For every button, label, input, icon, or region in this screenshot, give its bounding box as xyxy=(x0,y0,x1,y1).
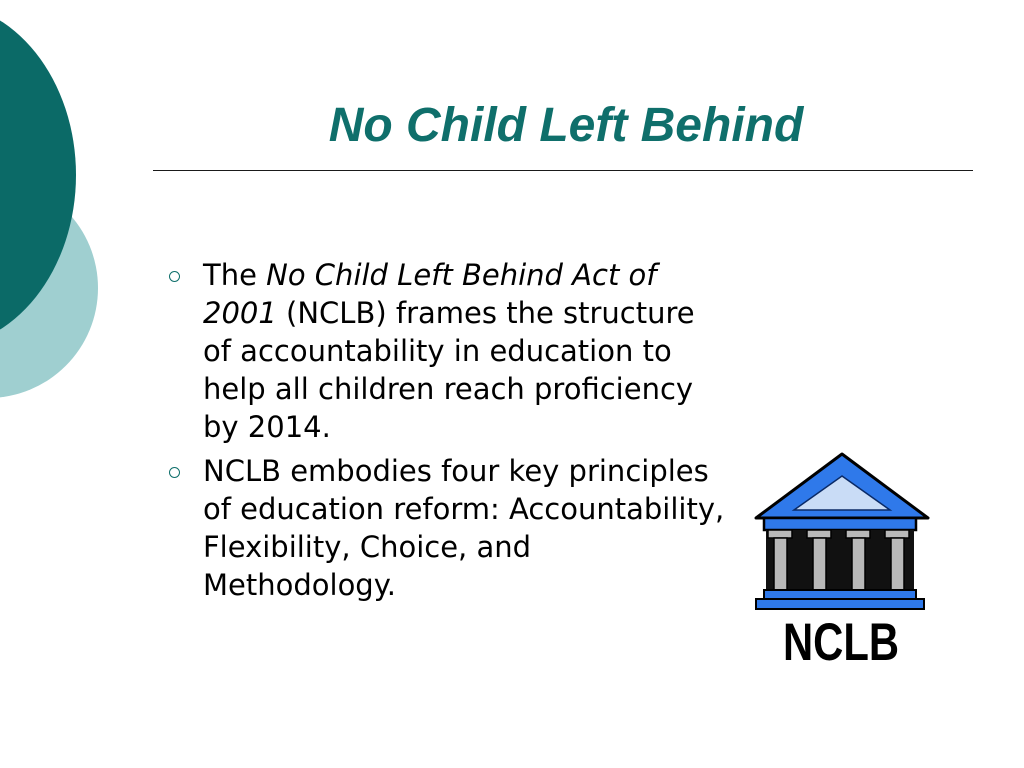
bullet-item xyxy=(162,452,728,604)
school-building-icon xyxy=(748,448,934,678)
act-name: No Child Left Behind Act of 2001 xyxy=(203,258,657,330)
bullet-circle-icon xyxy=(169,467,180,478)
bullet-circle-icon xyxy=(169,271,180,282)
nclb-logo xyxy=(748,448,934,678)
slide-title: No Child Left Behind xyxy=(328,99,804,152)
bullet-list xyxy=(162,256,728,610)
logo-text: NCLB xyxy=(782,613,900,673)
bullet-item xyxy=(162,256,728,446)
title-divider xyxy=(153,170,973,171)
bullet-text: NCLB embodies four key principles of education reform: Accountability, Flexibility, Choice, and Methodology. xyxy=(203,454,725,602)
bullet-text-suffix: (NCLB) frames the structure of accountability in education to help all children reach proficiency by 2014. xyxy=(203,296,695,444)
bullet-text-prefix: The xyxy=(203,258,267,292)
